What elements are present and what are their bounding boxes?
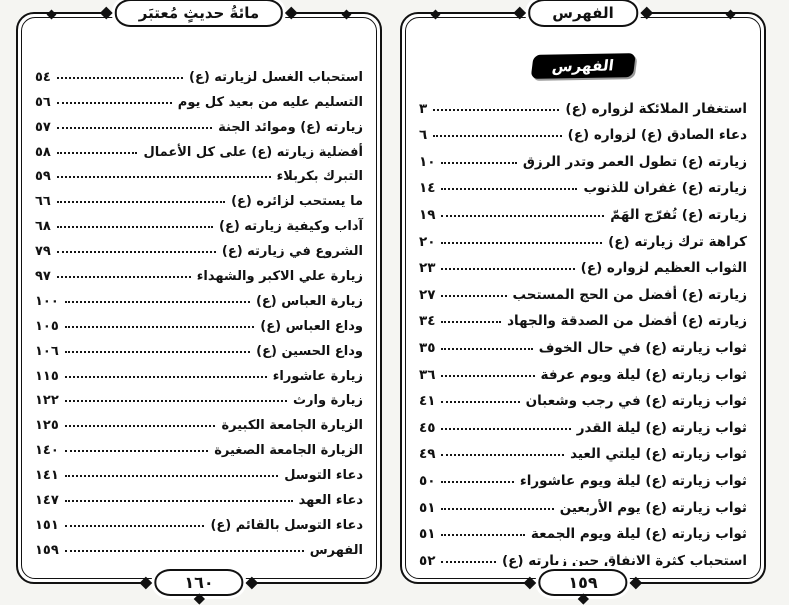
dotted-leader [441,428,570,430]
toc-entry [35,284,363,309]
toc-entry [35,408,363,433]
dotted-leader [65,376,267,378]
toc-entry [35,259,363,284]
entry-title: ثواب زيارته (ع) ليلة ويوم عاشوراء [519,472,747,489]
entry-title: ثواب زيارته (ع) في رجب وشعبان [525,393,747,410]
entry-title: آداب وكيفية زيارته (ع) [219,219,363,235]
toc-entry [35,85,363,110]
entry-page-number: ٥٩ [35,169,51,185]
entry-page-number: ٢٧ [419,286,436,303]
entry-title: الزيارة الجامعة الصغيرة [214,443,363,459]
entry-title: أفضلية زيارته (ع) على كل الأعمال [143,144,363,160]
left-header-cartouche [115,0,283,27]
toc-entry [35,508,363,533]
entry-page-number: ٥١ [419,499,436,516]
left-page-header-title: مائةُ حديثٍ مُعتبَر [138,4,260,22]
entry-page-number: ١٢٥ [35,418,59,434]
entry-page-number: ١١٥ [35,368,59,384]
entry-page-number: ١٠ [419,153,436,170]
toc-entry [419,90,747,117]
entry-page-number: ٣٥ [419,339,436,356]
toc-entry [35,359,363,384]
page-right [400,4,766,592]
dotted-leader [441,454,564,456]
corner-ornament-icon [47,10,57,20]
toc-entry [35,234,363,259]
entry-page-number: ١٤١ [35,468,59,484]
entry-page-number: ٥٠ [419,472,436,489]
toc-entry [35,184,363,209]
entry-title: زيارة وارث [292,393,363,409]
entry-page-number: ٩٧ [35,269,51,285]
entry-page-number: ٥٧ [35,119,51,135]
entry-title: استغفار الملائكة لزواره (ع) [565,100,747,117]
corner-ornament-icon [726,10,736,20]
dotted-leader [65,450,208,452]
dotted-leader [441,401,519,403]
dotted-leader [441,188,577,190]
toc-entry [35,209,363,234]
page-left [16,4,382,592]
dotted-leader [441,295,506,297]
entry-page-number: ٣٦ [419,366,436,383]
entry-page-number: ٢٣ [419,260,436,277]
entry-page-number: ٦ [419,127,428,144]
dotted-leader [441,481,513,483]
right-page-header-title: الفهرس [552,4,614,22]
toc-entry [419,117,747,144]
entry-page-number: ١٠٠ [35,293,59,309]
toc-entry [35,433,363,458]
toc-entry [35,135,363,160]
toc-entry [419,223,747,250]
entry-page-number: ٣٤ [419,313,436,330]
dotted-leader [65,301,250,303]
entry-title: زيارته (ع) أفضل من الصدقة والجهاد [507,313,747,330]
dotted-leader [57,77,183,79]
entry-title: كراهة ترك زيارته (ع) [608,233,747,250]
entry-title: زيارته (ع) تطول العمر وتدر الرزق [522,153,747,170]
dotted-leader [57,176,271,178]
entry-page-number: ٦٦ [35,194,51,210]
toc-entry [419,276,747,303]
toc-entry [35,334,363,359]
dotted-leader [65,326,254,328]
entry-page-number: ١٠٥ [35,318,59,334]
entry-title: دعاء التوسل [284,468,363,484]
dotted-leader [441,348,532,350]
toc-entry [419,489,747,516]
dotted-leader [57,201,225,203]
entry-title: وداع الحسين (ع) [256,343,363,359]
dotted-leader [65,525,205,527]
entry-page-number: ١٤٠ [35,443,59,459]
toc-entry [35,309,363,334]
toc-entry [419,383,747,410]
entry-title: وداع العباس (ع) [260,318,363,334]
index-section-label: الفهرس [531,53,636,79]
dotted-leader [57,102,172,104]
entry-title: زيارة عاشوراء [272,368,363,384]
toc-entry [35,160,363,185]
entry-page-number: ١٠٦ [35,343,59,359]
entry-page-number: ١٢٢ [35,393,59,409]
entry-title: الزيارة الجامعة الكبيرة [221,418,363,434]
left-page-number: ١٦٠ [184,573,214,592]
toc-entry [419,542,747,569]
dotted-leader [57,276,191,278]
right-header-cartouche [528,0,638,27]
entry-title: دعاء الصادق (ع) لزواره (ع) [567,127,747,144]
toc-entry [419,409,747,436]
dotted-leader [441,215,604,217]
dotted-leader [433,135,561,137]
toc-entry [419,436,747,463]
dotted-leader [65,550,304,552]
entry-title: الشروع في زيارته (ع) [221,244,363,260]
entry-title: ثواب زيارته (ع) ليلة ويوم عرفة [540,366,747,383]
entry-page-number: ١٥١ [35,517,59,533]
entry-page-number: ١٤ [419,180,436,197]
toc-entry [419,356,747,383]
entry-title: دعاء العهد [298,493,363,509]
toc-entry [35,110,363,135]
corner-ornament-icon [431,10,441,20]
entry-title: ثواب زيارته (ع) ليلة ويوم الجمعة [530,526,747,543]
entry-title: الفهرس [309,542,363,558]
left-toc-entries [35,60,363,558]
entry-title: ثواب زيارته (ع) يوم الأربعين [559,499,747,516]
dotted-leader [57,226,213,228]
pendant-ornament-icon [577,593,588,604]
dotted-leader [433,109,559,111]
dotted-leader [57,152,138,154]
right-page-number: ١٥٩ [568,573,598,592]
toc-entry [419,462,747,489]
entry-page-number: ٤١ [419,393,436,410]
corner-ornament-icon [342,10,352,20]
entry-page-number: ٧٩ [35,244,51,260]
entry-page-number: ٥٢ [419,552,436,569]
dotted-leader [441,321,501,323]
dotted-leader [441,508,553,510]
right-page-number-cartouche [538,569,627,596]
toc-entry [419,170,747,197]
entry-title: دعاء التوسل بالقائم (ع) [210,517,363,533]
entry-page-number: ٥٤ [35,69,51,85]
entry-title: استحباب كثرة الانفاق حين زيارته (ع) [501,552,747,569]
left-page-number-cartouche [154,569,243,596]
entry-title: زيارة العباس (ع) [255,293,363,309]
entry-title: استحباب الغسل لزيارته (ع) [189,69,363,85]
dotted-leader [441,375,534,377]
dotted-leader [441,162,516,164]
entry-title: التسليم عليه من بعيد كل يوم [177,94,363,110]
dotted-leader [57,251,216,253]
entry-page-number: ٦٨ [35,219,51,235]
entry-page-number: ٢٠ [419,233,436,250]
dotted-leader [65,351,250,353]
dotted-leader [441,534,524,536]
dotted-leader [441,242,602,244]
entry-title: ما يستحب لزائره (ع) [231,194,363,210]
entry-page-number: ٥٦ [35,94,51,110]
dotted-leader [65,425,216,427]
entry-title: زيارته (ع) أفضل من الحج المستحب [512,286,747,303]
toc-entry [35,384,363,409]
entry-title: زيارته (ع) غفران للذنوب [583,180,747,197]
dotted-leader [57,127,212,129]
entry-title: ثواب زيارته (ع) ليلة القدر [576,419,747,436]
entry-page-number: ١٩ [419,206,436,223]
toc-entry [419,329,747,356]
entry-page-number: ٤٥ [419,419,436,436]
entry-title: زيارة علي الاكبر والشهداء [196,269,363,285]
entry-title: التبرك بكربلاء [276,169,363,185]
dotted-leader [441,561,496,563]
right-toc-entries [419,90,747,569]
toc-entry [35,458,363,483]
toc-entry [419,143,747,170]
entry-page-number: ١٤٧ [35,493,59,509]
dotted-leader [65,500,293,502]
toc-entry [35,483,363,508]
toc-entry [419,196,747,223]
entry-title: زيارته (ع) تُفرّج الهَمّ [610,206,747,223]
entry-title: ثواب زيارته (ع) ليلتي العيد [570,446,747,463]
entry-title: زيارته (ع) وموائد الجنة [218,119,363,135]
entry-page-number: ٥٨ [35,144,51,160]
entry-page-number: ١٥٩ [35,542,59,558]
toc-entry [35,533,363,558]
entry-title: الثواب العظيم لزواره (ع) [580,260,747,277]
toc-entry [35,60,363,85]
pendant-ornament-icon [193,593,204,604]
dotted-leader [65,400,287,402]
toc-entry [419,303,747,330]
toc-entry [419,250,747,277]
entry-page-number: ٤٩ [419,446,436,463]
entry-page-number: ٣ [419,100,428,117]
toc-entry [419,516,747,543]
dotted-leader [441,268,574,270]
dotted-leader [65,475,278,477]
entry-title: ثواب زيارته (ع) في حال الخوف [538,339,747,356]
entry-page-number: ٥١ [419,526,436,543]
